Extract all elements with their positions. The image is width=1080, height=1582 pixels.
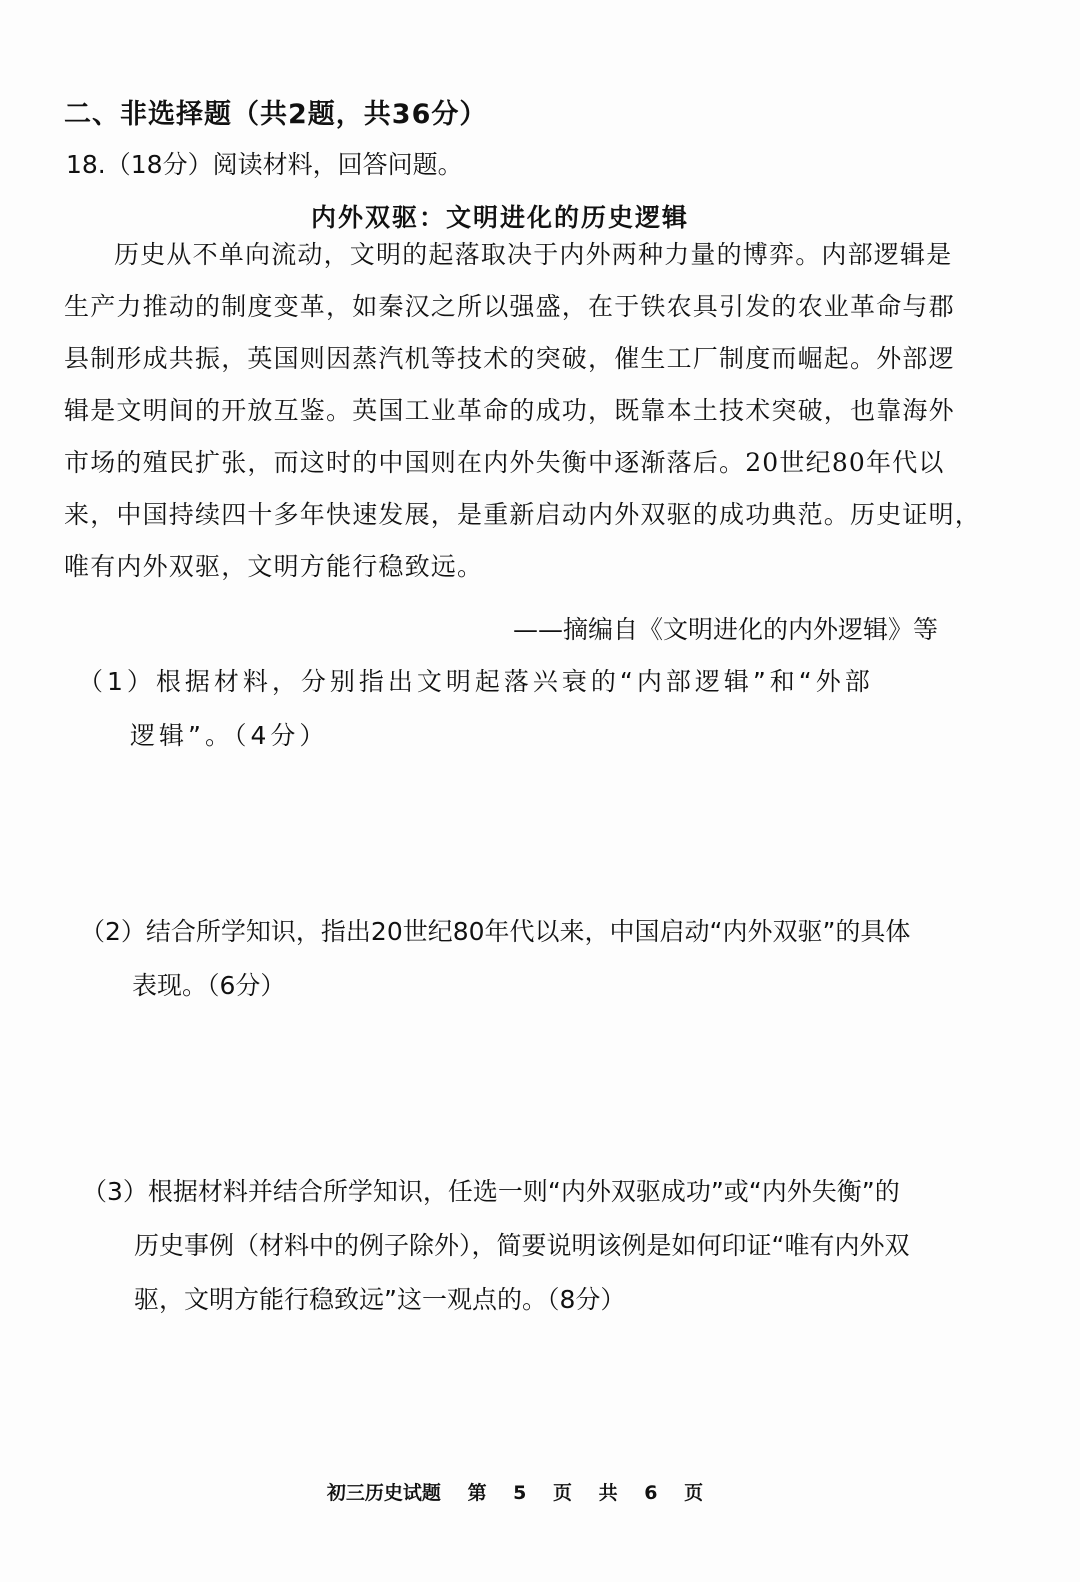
footer-subject: 初三历史试题: [326, 1482, 441, 1504]
material-paragraph: [64, 229, 982, 593]
section-title: 二、非选择题（共2题，共36分）: [64, 99, 488, 130]
material-title: 内外双驱：文明进化的历史逻辑: [310, 203, 689, 232]
paragraph-line: 历史从不单向流动，文明的起落取决于内外两种力量的博弈。内部逻辑是: [114, 240, 953, 269]
question-header: 18.（18分）阅读材料，回答问题。: [66, 150, 463, 179]
sub-question-line: 驱，文明方能行稳致远”这一观点的。（8分）: [134, 1285, 626, 1314]
sub-question-1: [78, 655, 874, 763]
sub-question-line: 逻辑”。（4分）: [130, 721, 329, 750]
sub-question-line: （3）根据材料并结合所学知识，任选一则“内外双驱成功”或“内外失衡”的: [82, 1177, 900, 1206]
paragraph-line: 生产力推动的制度变革，如秦汉之所以强盛，在于铁农具引发的农业革命与郡: [64, 292, 955, 321]
paragraph-line: 市场的殖民扩张，而这时的中国则在内外失衡中逐渐落后。20世纪80年代以: [64, 448, 945, 477]
material-source: ——摘编自《文明进化的内外逻辑》等: [512, 615, 938, 644]
paragraph-line: 唯有内外双驱，文明方能行稳致远。: [64, 552, 484, 581]
page-footer: [0, 1478, 1030, 1505]
sub-question-line: （2）结合所学知识，指出20世纪80年代以来，中国启动“内外双驱”的具体: [80, 917, 911, 946]
sub-question-line: 表现。（6分）: [132, 971, 286, 1000]
sub-question-line: （1）根据材料，分别指出文明起落兴衰的“内部逻辑”和“外部: [78, 667, 874, 696]
paragraph-line: 来，中国持续四十多年快速发展，是重新启动内外双驱的成功典范。历史证明，: [64, 500, 982, 529]
paragraph-line: 县制形成共振，英国则因蒸汽机等技术的突破，催生工厂制度而崛起。外部逻: [64, 344, 955, 373]
sub-question-line: 历史事例（材料中的例子除外），简要说明该例是如何印证“唯有内外双: [134, 1231, 910, 1260]
sub-question-2: [80, 905, 910, 1013]
footer-page-info: 第 5 页 共 6 页: [467, 1482, 704, 1504]
paragraph-line: 辑是文明间的开放互鉴。英国工业革命的成功，既靠本土技术突破，也靠海外: [64, 396, 955, 425]
sub-question-3: [82, 1165, 909, 1327]
